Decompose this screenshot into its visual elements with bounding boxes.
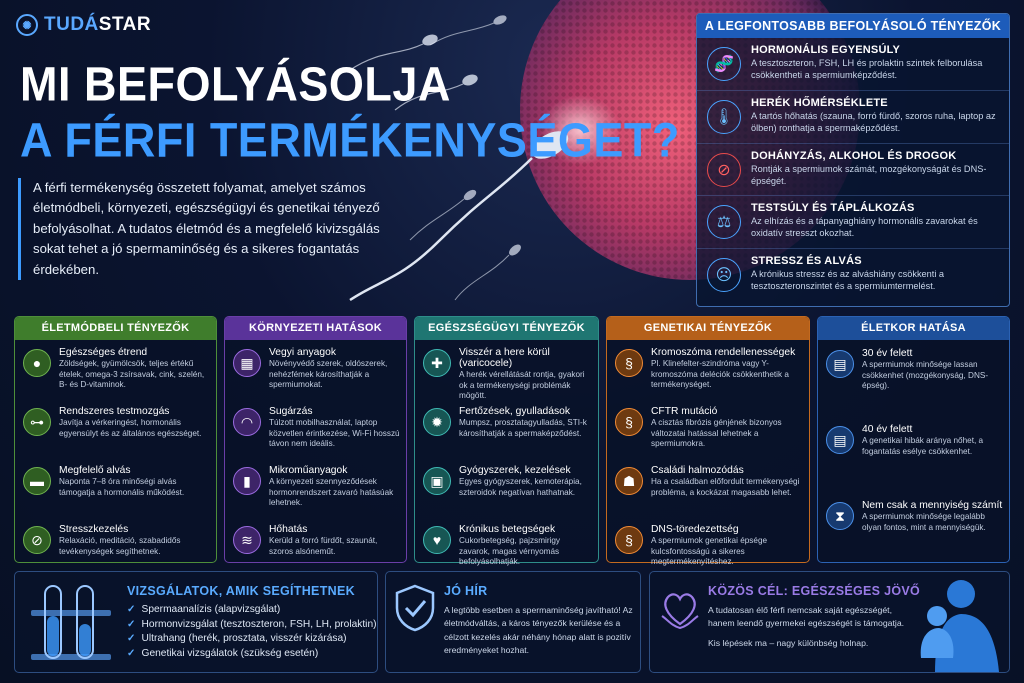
bed-icon: ▬ bbox=[23, 467, 51, 495]
top-factor-text: A tartós hőhatás (szauna, forró fürdő, szoros ruha, laptop az ölben) ronthatja a spermaképződést. bbox=[751, 110, 996, 133]
item-text: Cukorbetegség, pajzsmirigy zavarok, magas vérnyomás befolyásolhatják. bbox=[459, 536, 561, 567]
check-icon: ✓ bbox=[127, 618, 136, 630]
list-item bbox=[225, 347, 406, 399]
item-text: A herék vérellátását rontja, gyakori ok a termékenységi problémák mögött. bbox=[459, 370, 585, 401]
list-item bbox=[225, 524, 406, 576]
top-factor-item bbox=[697, 249, 1009, 302]
test-item-label: Spermaanalízis (alapvizsgálat) bbox=[141, 604, 281, 615]
good-news-panel bbox=[385, 571, 641, 673]
list-item bbox=[607, 347, 809, 399]
dna-icon: § bbox=[615, 526, 643, 554]
brand-name-suffix: STAR bbox=[98, 14, 152, 35]
list-item bbox=[15, 347, 216, 399]
goal-slogan: Kis lépések ma – nagy különbség holnap. bbox=[708, 638, 869, 648]
item-text: Túlzott mobilhasználat, laptop közvetlen érintkezése, Wi-Fi hosszú távon nem ideális. bbox=[269, 418, 400, 449]
top-factors-header: A LEGFONTOSABB BEFOLYÁSOLÓ TÉNYEZŐK bbox=[697, 14, 1009, 38]
top-factor-text: A krónikus stressz és az alváshiány csökkenti a tesztoszteronszintet és a spermiumtermelést. bbox=[751, 269, 945, 292]
item-text: A cisztás fibrózis génjének bizonyos változatai hatással lehetnek a spermiumokra. bbox=[651, 418, 782, 449]
test-item-label: Hormonvizsgálat (tesztoszteron, FSH, LH, prolaktin) bbox=[141, 618, 377, 630]
environment-factors-panel bbox=[224, 316, 407, 563]
top-factor-item bbox=[697, 196, 1009, 249]
item-title: CFTR mutáció bbox=[651, 406, 718, 417]
no-stress-icon: ⊘ bbox=[23, 526, 51, 554]
main-title-line1: MI BEFOLYÁSOLJA bbox=[20, 56, 451, 112]
list-item bbox=[607, 524, 809, 576]
virus-icon: ✹ bbox=[423, 408, 451, 436]
item-title: Vegyi anyagok bbox=[269, 347, 336, 358]
item-title: Családi halmozódás bbox=[651, 465, 744, 476]
check-icon: ✓ bbox=[127, 604, 136, 615]
medical-cross-icon: ✚ bbox=[423, 349, 451, 377]
calendar-icon: ▤ bbox=[826, 426, 854, 454]
health-header: EGÉSZSÉGÜGYI TÉNYEZŐK bbox=[415, 317, 598, 340]
top-factor-item bbox=[697, 91, 1009, 144]
item-title: Gyógyszerek, kezelések bbox=[459, 465, 571, 476]
health-factors-panel bbox=[414, 316, 599, 567]
scale-icon: ⚖ bbox=[707, 205, 741, 239]
item-text: Kerüld a forró fürdőt, szaunát, szoros alsóneműt. bbox=[269, 536, 378, 556]
list-item bbox=[415, 465, 598, 517]
item-text: Mumpsz, prosztatagyulladás, STI-k károsíthatják a spermaképződést. bbox=[459, 418, 587, 438]
calendar-icon: ▤ bbox=[826, 350, 854, 378]
dna-icon: § bbox=[615, 349, 643, 377]
item-title: Hőhatás bbox=[269, 524, 308, 535]
item-text: Növényvédő szerek, oldószerek, nehézfémek károsíthatják a spermiumokat. bbox=[269, 359, 388, 390]
top-factor-text: Az elhízás és a tápanyaghiány hormonális zavarokat és oxidatív stresszt okozhat. bbox=[751, 216, 978, 239]
thermometer-icon: 🌡 bbox=[707, 100, 741, 134]
list-item bbox=[415, 347, 598, 399]
list-item bbox=[15, 406, 216, 458]
list-item bbox=[818, 500, 1009, 568]
shield-check-icon bbox=[394, 584, 436, 632]
good-news-text: A legtöbb esetben a spermaminőség javítható! Az életmódváltás, a káros tényezők kerülése és a célzott kezelés akár néhány hónap alatt is pozitív eredményeket hozhat. bbox=[444, 605, 633, 655]
item-text: Egyes gyógyszerek, kemoterápia, szteroidok negatívan hathatnak. bbox=[459, 477, 582, 497]
item-title: Egészséges étrend bbox=[59, 347, 148, 358]
list-item bbox=[127, 604, 377, 615]
top-factor-title: DOHÁNYZÁS, ALKOHOL ÉS DROGOK bbox=[751, 149, 957, 162]
list-item bbox=[415, 406, 598, 458]
genetic-header: GENETIKAI TÉNYEZŐK bbox=[607, 317, 809, 340]
item-text: Pl. Klinefelter-szindróma vagy Y-kromoszóma deléciók csökkenthetik a termékenységet. bbox=[651, 359, 789, 390]
top-factor-title: HERÉK HŐMÉRSÉKLETE bbox=[751, 96, 888, 109]
environment-header: KÖRNYEZETI HATÁSOK bbox=[225, 317, 406, 340]
item-title: Fertőzések, gyulladások bbox=[459, 406, 571, 417]
check-icon: ✓ bbox=[127, 633, 136, 645]
list-item bbox=[818, 348, 1009, 416]
tests-title: VIZSGÁLATOK, AMIK SEGÍTHETNEK bbox=[127, 584, 355, 598]
brand-logo bbox=[16, 14, 151, 36]
item-text: Zöldségek, gyümölcsök, teljes értékű ételek, omega-3 zsírsavak, cink, szelén, B- és D-vitaminok. bbox=[59, 359, 205, 390]
list-item bbox=[225, 406, 406, 458]
list-item bbox=[127, 648, 377, 659]
item-text: Naponta 7–8 óra minőségi alvás támogatja a hormonális működést. bbox=[59, 477, 185, 497]
wifi-icon: ◠ bbox=[233, 408, 261, 436]
father-child-silhouette-image bbox=[899, 568, 1005, 672]
top-factors-panel bbox=[696, 13, 1010, 307]
check-icon: ✓ bbox=[127, 647, 136, 659]
tests-panel bbox=[14, 571, 378, 673]
item-text: Ha a családban előfordult termékenységi probléma, a kockázat magasabb lehet. bbox=[651, 477, 800, 497]
list-item bbox=[607, 406, 809, 458]
top-factor-item bbox=[697, 144, 1009, 197]
item-title: Megfelelő alvás bbox=[59, 465, 131, 476]
item-title: Krónikus betegségek bbox=[459, 524, 556, 535]
family-icon: ☗ bbox=[615, 467, 643, 495]
item-text: A környezeti szennyeződések hormonrendszert zavaró hatásúak lehetnek. bbox=[269, 477, 394, 508]
main-title-line2: A FÉRFI TERMÉKENYSÉGET? bbox=[20, 112, 680, 168]
item-title: DNS-töredezettség bbox=[651, 524, 739, 535]
apple-icon: ● bbox=[23, 349, 51, 377]
lifestyle-header: ÉLETMÓDBELI TÉNYEZŐK bbox=[15, 317, 216, 340]
no-smoking-icon: ⊘ bbox=[707, 153, 741, 187]
genetic-factors-panel bbox=[606, 316, 810, 567]
item-title: Rendszeres testmozgás bbox=[59, 406, 170, 417]
factory-icon: ▦ bbox=[233, 349, 261, 377]
test-tubes-icon bbox=[23, 580, 119, 666]
goal-panel bbox=[649, 571, 1010, 673]
item-title: Nem csak a mennyiség számít bbox=[862, 500, 1003, 511]
heart-hands-icon bbox=[658, 586, 702, 630]
bottle-icon: ▮ bbox=[233, 467, 261, 495]
top-factor-text: Rontják a spermiumok számát, mozgékonyságát és DNS-épségét. bbox=[751, 163, 987, 186]
item-title: 30 év felett bbox=[862, 348, 913, 359]
item-title: Visszér a here körül (varicocele) bbox=[459, 347, 550, 369]
heat-icon: ≋ bbox=[233, 526, 261, 554]
good-news-title: JÓ HÍR bbox=[444, 584, 488, 598]
item-title: Stresszkezelés bbox=[59, 524, 129, 535]
top-factor-item bbox=[697, 38, 1009, 91]
age-factors-panel bbox=[817, 316, 1010, 563]
lifestyle-factors-panel bbox=[14, 316, 217, 563]
heartbeat-icon: ♥ bbox=[423, 526, 451, 554]
item-title: Kromoszóma rendellenességek bbox=[651, 347, 796, 358]
list-item bbox=[127, 619, 377, 630]
age-header: ÉLETKOR HATÁSA bbox=[818, 317, 1009, 340]
item-text: A spermiumok minősége lassan csökkenhet (mozgékonyság, DNS-épség). bbox=[862, 360, 989, 391]
item-text: A genetikai hibák aránya nőhet, a fogantatás esélye csökkenhet. bbox=[862, 436, 984, 456]
list-item bbox=[818, 424, 1009, 492]
item-text: A spermiumok minősége legalább olyan fontos, mint a mennyiségük. bbox=[862, 512, 986, 532]
dna-icon: 🧬 bbox=[707, 47, 741, 81]
goal-text: A tudatosan élő férfi nemcsak saját egészségét, hanem leendő gyermekei egészségét is támogatja. bbox=[708, 605, 905, 629]
intro-paragraph: A férfi termékenység összetett folyamat, amelyet számos életmódbeli, környezeti, egészségügyi és genetikai tényező befolyásolhat. A tudatos életmód és a megfelelő kivizsgálás sokat tehet a jó spermaminőség és a sikeres fogantatás érdekében. bbox=[18, 178, 398, 280]
hourglass-icon: ⧗ bbox=[826, 502, 854, 530]
list-item bbox=[127, 633, 377, 644]
list-item bbox=[607, 465, 809, 517]
dumbbell-icon: ⊶ bbox=[23, 408, 51, 436]
brain-icon: ✺ bbox=[16, 14, 38, 36]
list-item bbox=[15, 524, 216, 576]
test-item-label: Genetikai vizsgálatok (szükség esetén) bbox=[141, 647, 319, 659]
test-item-label: Ultrahang (herék, prosztata, visszér kizárása) bbox=[141, 633, 347, 645]
top-factor-title: TESTSÚLY ÉS TÁPLÁLKOZÁS bbox=[751, 202, 915, 215]
top-factor-title: HORMONÁLIS EGYENSÚLY bbox=[751, 44, 901, 56]
tests-list bbox=[127, 604, 377, 662]
item-title: Mikroműanyagok bbox=[269, 465, 348, 476]
brand-name-prefix: TUDÁ bbox=[44, 14, 99, 35]
item-text: Javítja a vérkeringést, hormonális egyensúlyt és az általános egészséget. bbox=[59, 418, 202, 438]
item-title: Sugárzás bbox=[269, 406, 313, 417]
item-text: A spermiumok genetikai épsége kulcsfontosságú a sikeres megtermékenyítéshez. bbox=[651, 536, 768, 567]
top-factor-title: STRESSZ ÉS ALVÁS bbox=[751, 255, 862, 268]
list-item bbox=[15, 465, 216, 517]
top-factor-text: A tesztoszteron, FSH, LH és prolaktin szintek felborulása csökkentheti a spermiumképződést. bbox=[751, 58, 983, 80]
pill-bottle-icon: ▣ bbox=[423, 467, 451, 495]
brand-name bbox=[44, 14, 151, 36]
goal-title: KÖZÖS CÉL: EGÉSZSÉGES JÖVŐ bbox=[708, 584, 921, 598]
list-item bbox=[225, 465, 406, 517]
item-title: 40 év felett bbox=[862, 424, 913, 435]
list-item bbox=[415, 524, 598, 576]
item-text: Relaxáció, meditáció, szabadidős tevékenységek segíthetnek. bbox=[59, 536, 181, 556]
stress-icon: ☹ bbox=[707, 258, 741, 292]
dna-icon: § bbox=[615, 408, 643, 436]
